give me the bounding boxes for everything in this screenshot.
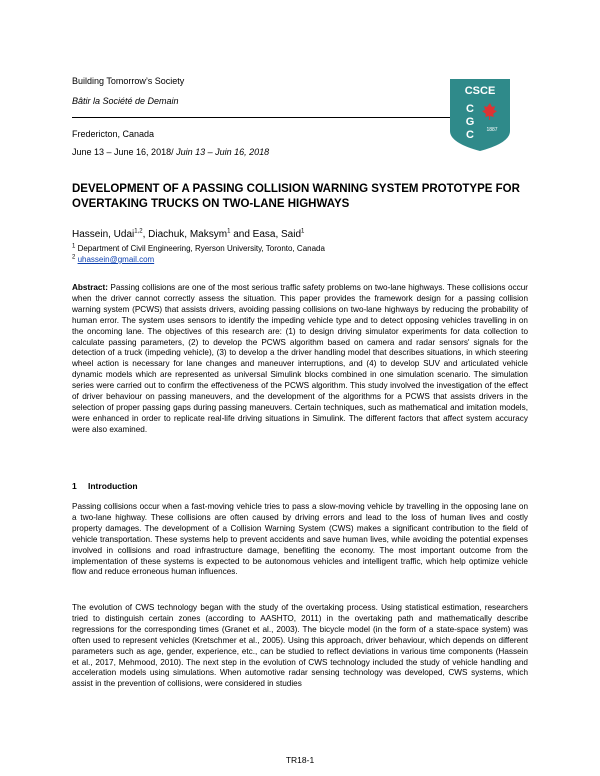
conference-dates: June 13 – June 16, 2018/ Juin 13 – Juin 16, 2018 [72,147,270,157]
section-1-heading: 1 Introduction [72,481,138,491]
conference-name-fr: Bâtir la Société de Demain [72,96,179,106]
author-list: Hassein, Udai$^{1,2}$, Diachuk, Maksym$^1$ and Easa, Said$^1$ [72,228,305,240]
author-email-link[interactable]: uhassein@gmail.com [77,255,155,264]
logo-letter-1: C [466,103,474,115]
conference-location: Fredericton, Canada [72,129,155,139]
intro-paragraph-1: Passing collisions occur when a fast-moving vehicle tries to pass a slow-moving vehicle by travelling in the opposing lane on a two-lane highway. These collisions are often caused by driving errors and lead to the loss of human lives and costly property damages. The development of a Collision Warning System (CWS) makes a significant contribution to the field of vehicle transportation. These systems help to prevent accidents and save human lives, while avoiding the potential expenses involved in collisions and road infrastructure damage, benefiting the economy. The most important outcome from the implementation of these systems is expected to be autonomous vehicles and intelligent traffic, which help optimize vehicle flow and reduce erroneous human influences. [72,502,528,577]
paper-title: DEVELOPMENT OF A PASSING COLLISION WARNING SYSTEM PROTOTYPE FOR OVERTAKING TRUCKS ON TWO-LANE HIGHWAYS [72,183,520,210]
logo-year: 1887 [486,127,498,133]
affiliation-2: $^2$ uhassein@gmail.com [72,254,155,264]
csce-logo [450,79,510,151]
logo-top-text: CSCE [464,85,496,97]
logo-letter-3: C [466,129,474,141]
affiliation-1: $^1$ Department of Civil Engineering, Ryerson University, Toronto, Canada [72,243,325,253]
page-number: TR18-1 [285,755,315,765]
header-rule [72,117,450,118]
logo-letter-2: G [465,116,475,128]
intro-paragraph-2: The evolution of CWS technology began with the study of the overtaking process. Using statistical estimation, researchers tried to distinguish certain zones (according to AASHTO, 2011) in the overtaking path and mathematically describe regressions for the corresponding times (Granet et al., 2003). The bicycle model (in the form of a state-space system) was often used to represent vehicles (Kretschmer et al., 2005). Using this approach, driver behaviour, which depends on different parameters such as age, gender, experience, etc., can be studied to reflect deviations in various time components (Hassein et al., 2017, Mehmood, 2010). The next step in the evolution of CWS technology included the study of vehicle handling and acceleration models using simulations. When automotive radar sensing technology was developed, CWS systems, which assist in the prevention of collisions, were considered in studies [72,603,528,689]
conference-name: Building Tomorrow’s Society [72,76,185,86]
abstract: Abstract: Passing collisions are one of the most serious traffic safety problems on two-lane highways. These collisions occur when the driver cannot correctly assess the situation. This paper provides the framework design for a passing collision warning system (PCWS) that assists drivers, avoiding passing collisions on two-lane highways by reducing the probability of human error. The system uses sensors to identify the impeding vehicle type and to detect opposing vehicles travelling in on the oncoming lane. The objectives of this research are: (1) to design driving simulator experiments for data collection to calculate passing parameters, (2) to develop the PCWS algorithm based on camera and radar sensors' signals for the detection of a truck (impeding vehicle), (3) to develop a the driver handling model that describes situations, in which steering wheel action is necessary for lane changes and maneuver interruptions, and (4) to develop SUV and articulated vehicle dynamic models which are represented as universal Simulink blocks combined in one simulation scenario. The simulation series were carried out to confirm the effectiveness of the PCWS algorithm. This study involved the investigation of the effect of driver behaviour on passing maneuvers, and the development of the algorithms for a PCWS that assists drivers in the selection of proper passing gaps during passing maneuvers. Certain techniques, such as mathematical and imitation models, were enhanced in order to replicate real-life driving situations in Simulink. The different factors that affect system accuracy were also examined. [72,283,528,434]
